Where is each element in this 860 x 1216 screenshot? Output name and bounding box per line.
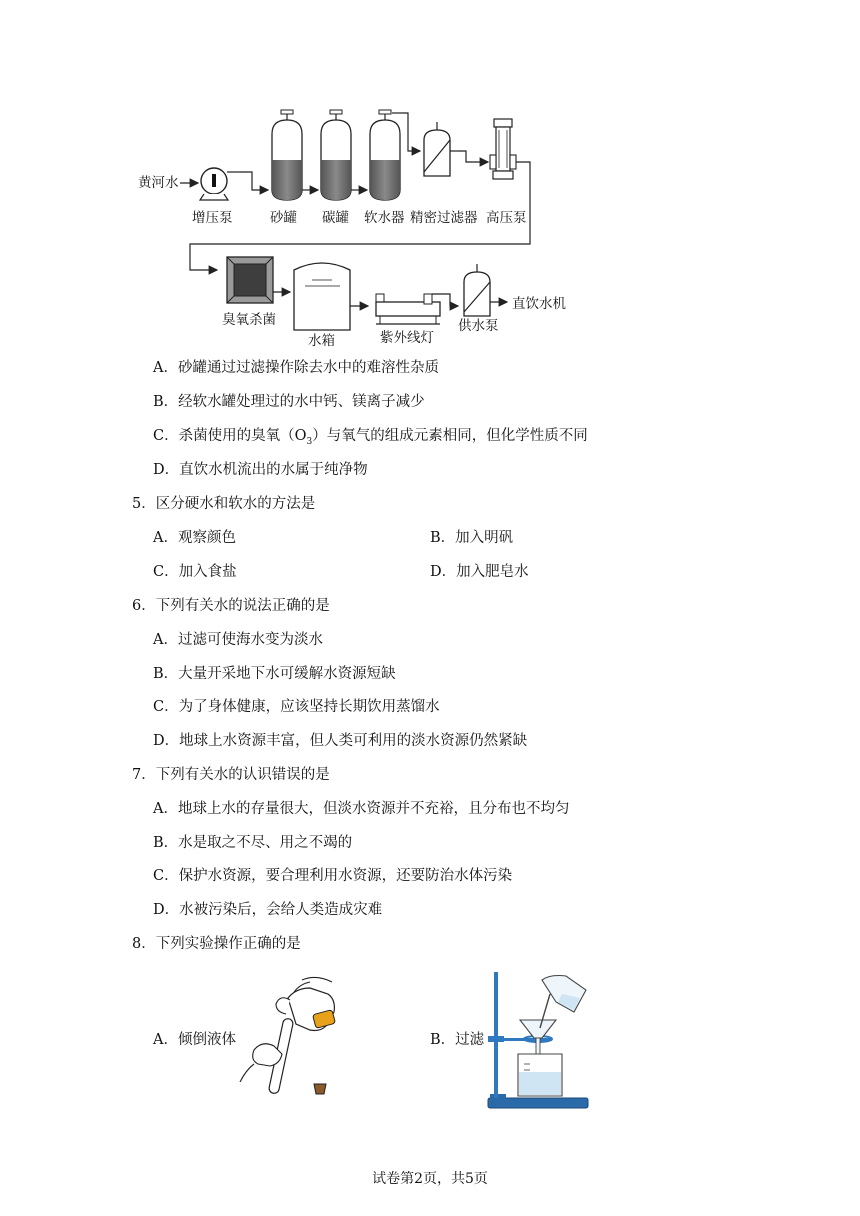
q8-option-a: A．倾倒液体 <box>153 1032 236 1048</box>
precision-filter-icon <box>424 122 458 176</box>
q5-stem: 5．区分硬水和软水的方法是 <box>132 496 316 512</box>
q7-option-a: A．地球上水的存量很大，但淡水资源并不充裕，且分布也不均匀 <box>153 801 570 817</box>
diagram-graphics <box>0 0 860 360</box>
arrow-softener-to-filter <box>402 113 420 151</box>
q5-option-a: A．观察颜色 <box>153 530 236 546</box>
label-uv-lamp: 紫外线灯 <box>380 330 434 346</box>
supply-pump-icon <box>464 264 490 316</box>
label-source: 黄河水 <box>138 175 179 191</box>
q7-stem: 7．下列有关水的认识错误的是 <box>132 767 330 783</box>
q7-option-b: B．水是取之不尽、用之不竭的 <box>153 835 353 851</box>
q5-option-d: D．加入肥皂水 <box>430 564 529 580</box>
label-sand-tank: 砂罐 <box>270 210 297 226</box>
q8-stem: 8．下列实验操作正确的是 <box>132 936 301 952</box>
filtration-illustration <box>484 966 594 1112</box>
carbon-tank-icon <box>321 110 351 200</box>
q5-option-b: B．加入明矾 <box>430 530 514 546</box>
pouring-liquid-illustration <box>236 970 346 1100</box>
arrow-pump-to-sand <box>240 172 268 190</box>
q6-option-d: D．地球上水资源丰富，但人类可利用的淡水资源仍然紧缺 <box>153 733 528 749</box>
label-high-pressure-pump: 高压泵 <box>486 210 527 226</box>
label-softener: 软水器 <box>364 210 405 226</box>
q4-option-b: B．经软水罐处理过的水中钙、镁离子减少 <box>153 394 425 410</box>
softener-icon <box>370 110 402 200</box>
q4-option-a: A．砂罐通过过滤操作除去水中的难溶性杂质 <box>153 360 439 376</box>
label-precision-filter: 精密过滤器 <box>410 210 478 226</box>
uv-lamp-icon <box>376 294 440 324</box>
label-water-tank: 水箱 <box>308 333 335 349</box>
sand-tank-icon <box>272 110 302 200</box>
label-ozone: 臭氧杀菌 <box>222 312 276 328</box>
page-footer: 试卷第2页，共5页 <box>372 1171 488 1187</box>
water-treatment-diagram <box>0 0 860 360</box>
label-dispenser: 直饮水机 <box>512 296 566 312</box>
q8-option-b: B．过滤 <box>430 1032 485 1048</box>
q4-option-c <box>153 426 588 452</box>
q6-option-a: A．过滤可使海水变为淡水 <box>153 632 323 648</box>
q6-option-b: B．大量开采地下水可缓解水资源短缺 <box>153 666 396 682</box>
q7-option-d: D．水被污染后，会给人类造成灾难 <box>153 902 383 918</box>
q4-option-c-subscript: 3 <box>306 436 313 447</box>
water-tank-icon <box>294 263 350 330</box>
q6-option-c: C．为了身体健康，应该坚持长期饮用蒸馏水 <box>153 699 440 715</box>
ozone-sterilizer-icon <box>227 257 273 303</box>
high-pressure-pump-icon <box>490 119 516 179</box>
q7-option-c: C．保护水资源，要合理利用水资源，还要防治水体污染 <box>153 868 513 884</box>
q4-option-c-text-1: C．杀菌使用的臭氧（O <box>153 428 307 444</box>
arrow-highpump-to-ozone <box>190 162 530 270</box>
arrow-filter-to-highpump <box>458 151 488 162</box>
q5-option-c: C．加入食盐 <box>153 564 237 580</box>
q4-option-d: D．直饮水机流出的水属于纯净物 <box>153 462 368 478</box>
q6-stem: 6．下列有关水的说法正确的是 <box>132 598 330 614</box>
label-carbon-tank: 碳罐 <box>322 210 349 226</box>
q4-option-c-text-2: ）与氧气的组成元素相同，但化学性质不同 <box>312 428 588 444</box>
booster-pump-icon <box>200 168 240 200</box>
label-supply-pump: 供水泵 <box>458 318 499 334</box>
label-booster-pump: 增压泵 <box>192 210 233 226</box>
